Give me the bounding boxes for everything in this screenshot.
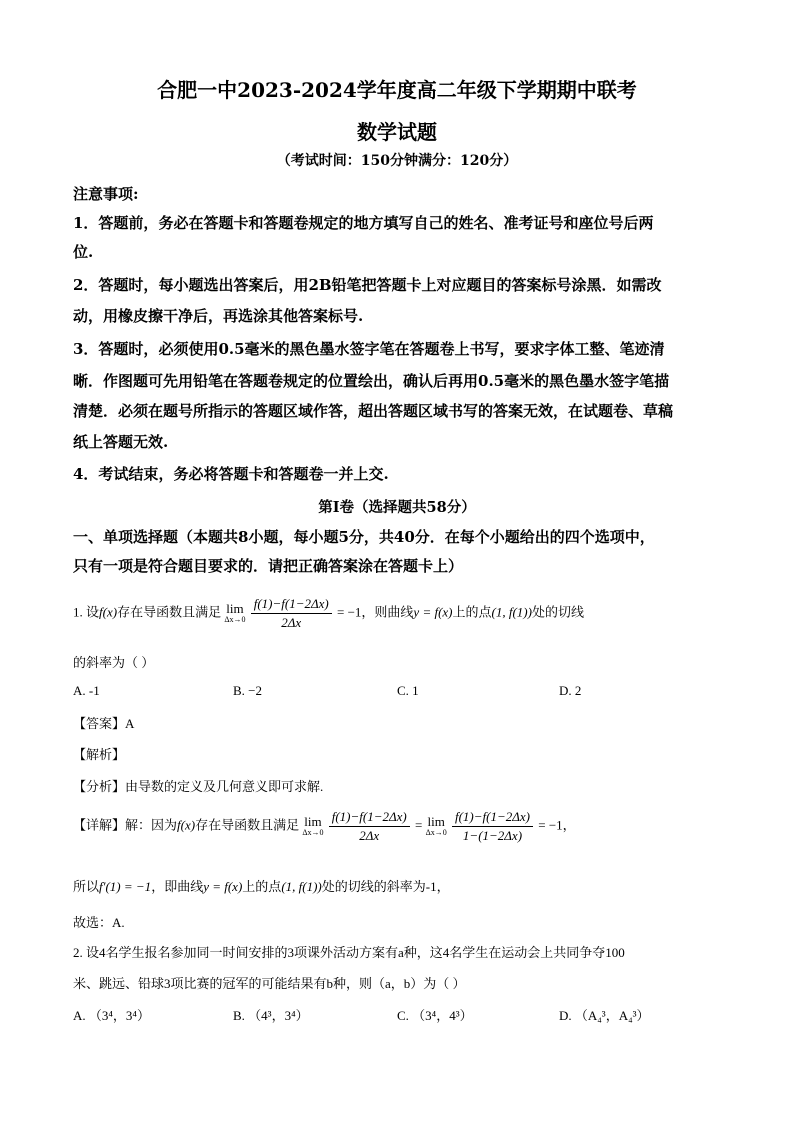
answer-label: 【答案】A (73, 716, 135, 731)
section-instruction: 一、单项选择题（本题共8小题，每小题5分，共40分．在每个小题给出的四个选项中， (73, 528, 655, 546)
note-line: 位. (73, 243, 94, 261)
note-line: 1．答题前，务必在答题卡和答题卷规定的地方填写自己的姓名、准考证号和座位号后两 (73, 214, 654, 232)
notes-heading: 注意事项: (73, 185, 139, 203)
note-line: 2．答题时，每小题选出答案后，用2B铅笔把答题卡上对应题目的答案标号涂黑．如需改 (73, 276, 662, 294)
detail-conclusion: 所以f′(1) = −1，即曲线y = f(x)上的点(1, f(1))处的切线的斜率为-1， (73, 879, 450, 894)
subject-title: 数学试题 (357, 120, 437, 144)
question-2-line: 2. 设4名学生报名参加同一时间安排的3项课外活动方案有a种，这4名学生在运动会上共同争夺100 (73, 945, 625, 960)
analysis-label: 【解析】 (73, 747, 126, 762)
note-line: 动，用橡皮擦干净后，再选涂其他答案标号. (73, 307, 364, 325)
note-line: 3．答题时，必须使用0.5毫米的黑色墨水签字笔在答题卷上书写，要求字体工整、笔迹清 (73, 340, 665, 358)
option-a: A. -1 (73, 683, 100, 698)
option-d: D. 2 (559, 683, 582, 698)
note-line: 清楚．必须在题号所指示的答题区域作答，超出答题区域书写的答案无效，在试题卷、草稿 (73, 402, 674, 420)
section-title: 第Ⅰ卷（选择题共58分） (318, 499, 476, 516)
choice-line: 故选：A. (73, 915, 125, 930)
question-1-tail: 的斜率为（ ） (73, 655, 155, 670)
note-line: 4．考试结束，务必将答题卡和答题卷一并上交. (73, 465, 389, 483)
option-c: C. 1 (397, 683, 419, 698)
option-a: A. （3⁴，3⁴） (73, 1008, 150, 1023)
question-2-line: 米、跳远、铅球3项比赛的冠军的可能结果有b种，则（a，b）为（ ） (73, 976, 466, 991)
option-b: B. （4³，3⁴） (233, 1008, 309, 1023)
question-1-stem: 1. 设f(x)存在导函数且满足 lim Δx→0 $\frac{f(1)-f(1-2\Delta x)}{2\Delta x}$ = −1，则曲线y = f(x)上的点(1, f(1))处的切线 (73, 596, 584, 630)
analysis-summary: 【分析】由导数的定义及几何意义即可求解. (73, 779, 324, 794)
exam-title: 合肥一中2023-2024学年度高二年级下学期期中联考 (157, 78, 637, 102)
exam-info: （考试时间：150分钟满分：120分） (276, 153, 518, 169)
section-instruction: 只有一项是符合题目要求的．请把正确答案涂在答题卡上） (73, 557, 464, 575)
option-b: B. −2 (233, 683, 263, 698)
detail-solution: 【详解】解：因为f(x)存在导函数且满足 lim Δx→0 $\frac{f(1)-f(1-2\Delta x)}{2\Delta x}$ = lim Δx→0 $\frac{f(1)-f(1-2\Delta x)}{1-(1-2\Delta x)}$ = −1， (73, 809, 576, 843)
option-c: C. （3⁴，4³） (397, 1008, 473, 1023)
note-line: 晰．作图题可先用铅笔在答题卷规定的位置绘出，确认后再用0.5毫米的黑色墨水签字笔描 (73, 372, 670, 390)
option-d: D. （A₄³，A₄³） (559, 1008, 650, 1023)
note-line: 纸上答题无效. (73, 433, 169, 451)
